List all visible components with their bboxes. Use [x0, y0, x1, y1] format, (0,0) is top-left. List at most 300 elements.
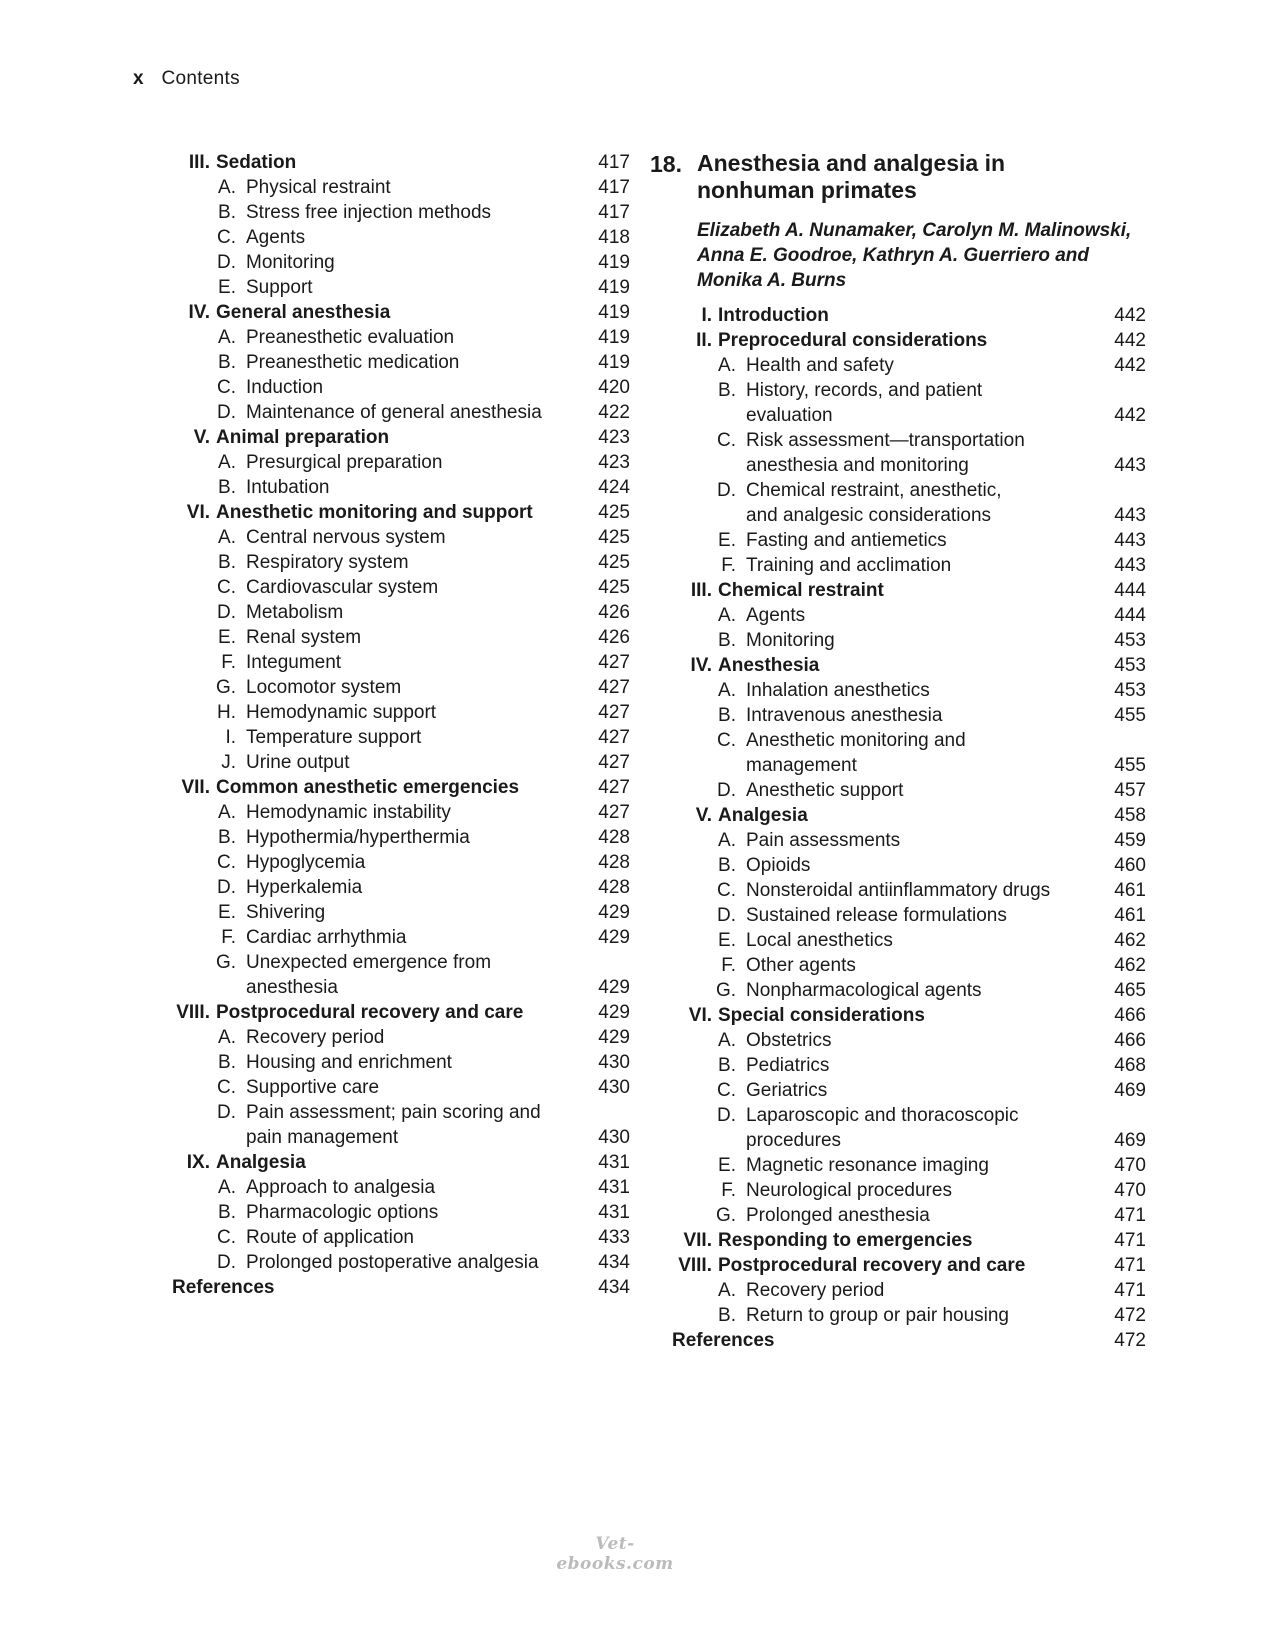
toc-entry-title: Induction: [246, 377, 324, 398]
toc-entry-marker: A.: [218, 327, 236, 348]
toc-entry-marker: VIII.: [176, 1002, 210, 1023]
toc-entry-title: Route of application: [246, 1227, 414, 1248]
toc-entry: [170, 600, 630, 625]
toc-entry-title: Preanesthetic medication: [246, 352, 460, 373]
toc-entry-page: 443: [1114, 530, 1146, 551]
toc-entry-title: management: [746, 755, 857, 776]
toc-entry: [170, 900, 630, 925]
toc-entry-page: 453: [1114, 655, 1146, 676]
toc-entry: [650, 328, 1146, 353]
toc-entry: [170, 825, 630, 850]
watermark: Vet-ebooks.com: [556, 1534, 674, 1574]
toc-entry: [650, 403, 1146, 428]
toc-entry-marker: D.: [217, 402, 236, 423]
toc-entry-marker: C.: [717, 1080, 736, 1101]
toc-entry-title: Special considerations: [718, 1005, 925, 1026]
toc-entry: [650, 903, 1146, 928]
left-column: [170, 150, 630, 1300]
toc-entry: [170, 1275, 630, 1300]
toc-entry: [170, 1150, 630, 1175]
toc-entry-marker: E.: [718, 1155, 736, 1176]
toc-entry-title: and analgesic considerations: [746, 505, 992, 526]
toc-entry-page: 427: [598, 702, 630, 723]
toc-entry-marker: A.: [218, 177, 236, 198]
toc-entry: [170, 425, 630, 450]
toc-entry-title: Laparoscopic and thoracoscopic: [746, 1105, 1019, 1126]
toc-entry-title: Hypothermia/hyperthermia: [246, 827, 470, 848]
toc-entry-title: Prolonged postoperative analgesia: [246, 1252, 539, 1273]
toc-entry: [650, 878, 1146, 903]
toc-entry-page: 419: [598, 277, 630, 298]
toc-entry-marker: I.: [225, 727, 236, 748]
toc-entry-page: 419: [598, 252, 630, 273]
toc-entry-page: 431: [598, 1202, 630, 1223]
toc-entry: [650, 1228, 1146, 1253]
toc-entry-page: 425: [598, 577, 630, 598]
toc-entry-marker: B.: [718, 1055, 736, 1076]
toc-entry-marker: A.: [218, 1027, 236, 1048]
page-number: x: [133, 68, 144, 89]
toc-entry: [650, 778, 1146, 803]
toc-entry-title: Presurgical preparation: [246, 452, 443, 473]
toc-entry-marker: D.: [217, 252, 236, 273]
toc-entry-marker: E.: [218, 277, 236, 298]
toc-entry-page: 434: [598, 1277, 630, 1298]
toc-entry-page: 472: [1114, 1330, 1146, 1351]
toc-entry-title: Other agents: [746, 955, 856, 976]
toc-entry-title: Approach to analgesia: [246, 1177, 436, 1198]
toc-entry: [170, 950, 630, 975]
toc-entry-title: Pediatrics: [746, 1055, 830, 1076]
toc-entry-title: Agents: [246, 227, 306, 248]
toc-entry: [650, 378, 1146, 403]
toc-entry-page: 431: [598, 1177, 630, 1198]
toc-entry: [170, 575, 630, 600]
toc-entry: [170, 675, 630, 700]
toc-entry-title: Anesthetic monitoring and: [746, 730, 966, 751]
toc-entry-title: Training and acclimation: [746, 555, 952, 576]
toc-entry-page: 417: [598, 177, 630, 198]
toc-entry-page: 465: [1114, 980, 1146, 1001]
toc-entry: [170, 800, 630, 825]
toc-entry-marker: V.: [193, 427, 210, 448]
toc-entry-marker: I.: [701, 305, 712, 326]
toc-entry-marker: C.: [217, 852, 236, 873]
toc-entry: [650, 528, 1146, 553]
toc-entry-marker: B.: [218, 202, 236, 223]
toc-entry-marker: D.: [717, 905, 736, 926]
toc-entry: [650, 1178, 1146, 1203]
toc-entry-title: Physical restraint: [246, 177, 391, 198]
toc-entry: [650, 1078, 1146, 1103]
toc-entry-page: 418: [598, 227, 630, 248]
toc-entry-page: 425: [598, 552, 630, 573]
running-head: [133, 68, 240, 90]
toc-entry-title: Pharmacologic options: [246, 1202, 439, 1223]
toc-entry-page: 461: [1114, 905, 1146, 926]
toc-entry-title: Recovery period: [746, 1280, 885, 1301]
toc-entry: [650, 1253, 1146, 1278]
toc-entry-title: Pain assessment; pain scoring and: [246, 1102, 541, 1123]
toc-entry-marker: A.: [218, 802, 236, 823]
toc-entry-title: Analgesia: [718, 805, 808, 826]
toc-entry-page: 455: [1114, 705, 1146, 726]
toc-entry-page: 423: [598, 452, 630, 473]
toc-entry-title: Magnetic resonance imaging: [746, 1155, 989, 1176]
toc-entry-marker: G.: [716, 1205, 737, 1226]
toc-entry-page: 426: [598, 602, 630, 623]
toc-entry-marker: A.: [718, 1030, 736, 1051]
toc-entry: [650, 303, 1146, 328]
toc-entry-marker: VII.: [181, 777, 210, 798]
toc-entry-title: Housing and enrichment: [246, 1052, 452, 1073]
toc-entry: [170, 875, 630, 900]
toc-entry-title: Shivering: [246, 902, 326, 923]
toc-entry-page: 442: [1114, 305, 1146, 326]
toc-entry-title: Monitoring: [246, 252, 335, 273]
toc-entry-title: Geriatrics: [746, 1080, 828, 1101]
toc-entry: [170, 750, 630, 775]
chapter-title: Anesthesia and analgesia in nonhuman primates: [697, 150, 1006, 203]
toc-entry: [170, 775, 630, 800]
toc-entry-marker: D.: [217, 1252, 236, 1273]
toc-entry-page: 458: [1114, 805, 1146, 826]
toc-entry: [170, 475, 630, 500]
toc-entry-title: procedures: [746, 1130, 842, 1151]
toc-entry-page: 443: [1114, 455, 1146, 476]
toc-entry: [650, 853, 1146, 878]
toc-entry-title: History, records, and patient: [746, 380, 983, 401]
toc-entry: [170, 625, 630, 650]
toc-entry: [170, 1025, 630, 1050]
toc-entry-page: 471: [1114, 1230, 1146, 1251]
toc-entry: [170, 550, 630, 575]
toc-entry: [170, 1050, 630, 1075]
toc-entry: [170, 650, 630, 675]
toc-entry-marker: G.: [216, 952, 237, 973]
toc-entry: [170, 1075, 630, 1100]
toc-entry-page: 443: [1114, 555, 1146, 576]
toc-entry-page: 470: [1114, 1180, 1146, 1201]
toc-entry-page: 444: [1114, 605, 1146, 626]
toc-entry-marker: G.: [216, 677, 237, 698]
toc-entry-marker: V.: [695, 805, 712, 826]
toc-entry-title: evaluation: [746, 405, 833, 426]
toc-entry-marker: IV.: [188, 302, 210, 323]
toc-entry: [170, 850, 630, 875]
toc-entry: [170, 325, 630, 350]
toc-entry-marker: IV.: [690, 655, 712, 676]
toc-entry-page: 471: [1114, 1280, 1146, 1301]
toc-entry-title: Chemical restraint: [718, 580, 884, 601]
toc-entry-page: 469: [1114, 1130, 1146, 1151]
toc-entry: [170, 275, 630, 300]
toc-entry-marker: B.: [218, 1052, 236, 1073]
toc-entry-page: 430: [598, 1077, 630, 1098]
toc-entry: [170, 250, 630, 275]
toc-entry-title: Sedation: [216, 152, 297, 173]
toc-entry: [170, 1125, 630, 1150]
toc-entry-marker: G.: [716, 980, 737, 1001]
toc-entry-marker: B.: [218, 352, 236, 373]
toc-entry-title: Support: [246, 277, 313, 298]
toc-entry: [170, 725, 630, 750]
toc-entry-title: Fasting and antiemetics: [746, 530, 947, 551]
toc-entry: [650, 453, 1146, 478]
toc-entry-title: Integument: [246, 652, 342, 673]
toc-entry: [650, 978, 1146, 1003]
toc-entry: [170, 300, 630, 325]
toc-entry-title: Cardiac arrhythmia: [246, 927, 407, 948]
toc-entry: [170, 1175, 630, 1200]
toc-entry: [170, 1200, 630, 1225]
toc-entry-marker: A.: [218, 452, 236, 473]
toc-entry-page: 428: [598, 827, 630, 848]
toc-entry: [650, 928, 1146, 953]
toc-entry-marker: A.: [718, 830, 736, 851]
toc-entry-page: 433: [598, 1227, 630, 1248]
toc-entry: [650, 1003, 1146, 1028]
toc-entry-title: Hemodynamic support: [246, 702, 437, 723]
chapter-entries: [650, 303, 1146, 1353]
toc-entry: [170, 175, 630, 200]
toc-entry-title: Risk assessment—transportation: [746, 430, 1025, 451]
toc-entry: [650, 1128, 1146, 1153]
toc-entry-title: Anesthetic monitoring and support: [216, 502, 533, 523]
toc-entry-marker: A.: [718, 1280, 736, 1301]
toc-entry-marker: A.: [718, 605, 736, 626]
toc-entry-marker: III.: [690, 580, 712, 601]
toc-entry-page: 443: [1114, 505, 1146, 526]
toc-entry-marker: B.: [218, 827, 236, 848]
toc-entry-marker: D.: [217, 602, 236, 623]
toc-entry-marker: E.: [218, 902, 236, 923]
toc-entry-title: Unexpected emergence from: [246, 952, 492, 973]
toc-entry-page: 429: [598, 1002, 630, 1023]
toc-entry-page: 427: [598, 752, 630, 773]
toc-entry-title: Locomotor system: [246, 677, 402, 698]
toc-entry-title: pain management: [246, 1127, 399, 1148]
toc-entry: [170, 1000, 630, 1025]
toc-entry-title: Respiratory system: [246, 552, 409, 573]
toc-entry-page: 425: [598, 502, 630, 523]
toc-entry-title: Hypoglycemia: [246, 852, 366, 873]
toc-entry: [170, 400, 630, 425]
toc-entry-marker: VI.: [186, 502, 210, 523]
toc-entry-title: anesthesia and monitoring: [746, 455, 969, 476]
toc-entry-marker: C.: [217, 377, 236, 398]
toc-entry-page: 425: [598, 527, 630, 548]
toc-entry: [650, 428, 1146, 453]
toc-entry: [170, 350, 630, 375]
toc-entry: [650, 653, 1146, 678]
toc-entry: [650, 1153, 1146, 1178]
toc-entry-page: 419: [598, 352, 630, 373]
toc-entry-title: anesthesia: [246, 977, 338, 998]
toc-entry: [650, 828, 1146, 853]
toc-entry-title: Sustained release formulations: [746, 905, 1007, 926]
toc-entry-marker: H.: [217, 702, 236, 723]
toc-entry: [650, 1028, 1146, 1053]
toc-entry-marker: F.: [721, 555, 736, 576]
toc-entry-page: 471: [1114, 1255, 1146, 1276]
toc-entry-title: Neurological procedures: [746, 1180, 952, 1201]
toc-entry-marker: D.: [217, 877, 236, 898]
toc-entry-title: References: [172, 1277, 275, 1298]
toc-entry-page: 417: [598, 152, 630, 173]
toc-entry-title: Urine output: [246, 752, 350, 773]
toc-entry-page: 470: [1114, 1155, 1146, 1176]
toc-entry: [650, 1053, 1146, 1078]
toc-entry-marker: E.: [718, 530, 736, 551]
toc-entry-title: Metabolism: [246, 602, 344, 623]
toc-entry-title: Chemical restraint, anesthetic,: [746, 480, 1002, 501]
toc-entry-page: 429: [598, 1027, 630, 1048]
toc-entry-title: Preanesthetic evaluation: [246, 327, 455, 348]
toc-entry-marker: C.: [717, 430, 736, 451]
toc-entry-page: 459: [1114, 830, 1146, 851]
toc-entry-marker: VIII.: [678, 1255, 712, 1276]
toc-entry-marker: D.: [717, 1105, 736, 1126]
toc-entry-marker: B.: [218, 552, 236, 573]
toc-entry-page: 431: [598, 1152, 630, 1173]
toc-entry: [170, 500, 630, 525]
toc-entry-marker: C.: [717, 730, 736, 751]
toc-entry: [170, 975, 630, 1000]
toc-entry-title: Nonsteroidal antiinflammatory drugs: [746, 880, 1051, 901]
chapter-number: 18.: [650, 151, 682, 177]
toc-entry-page: 442: [1114, 355, 1146, 376]
toc-entry-title: Temperature support: [246, 727, 422, 748]
toc-entry-page: 428: [598, 852, 630, 873]
toc-entry-marker: C.: [217, 577, 236, 598]
toc-entry-page: 427: [598, 652, 630, 673]
toc-entry-marker: C.: [217, 227, 236, 248]
toc-entry-marker: B.: [718, 855, 736, 876]
toc-entry-marker: E.: [218, 627, 236, 648]
toc-entry-page: 419: [598, 302, 630, 323]
toc-entry-page: 427: [598, 777, 630, 798]
toc-entry-title: Monitoring: [746, 630, 835, 651]
toc-entry: [170, 200, 630, 225]
toc-entry: [650, 1203, 1146, 1228]
toc-entry-marker: IX.: [186, 1152, 210, 1173]
toc-entry-title: Return to group or pair housing: [746, 1305, 1009, 1326]
toc-entry-title: Supportive care: [246, 1077, 380, 1098]
toc-entry-marker: A.: [218, 527, 236, 548]
toc-entry-marker: III.: [188, 152, 210, 173]
toc-entry-marker: VI.: [688, 1005, 712, 1026]
toc-entry-page: 434: [598, 1252, 630, 1273]
toc-entry-title: Local anesthetics: [746, 930, 893, 951]
toc-entry-page: 429: [598, 927, 630, 948]
toc-entry-title: Recovery period: [246, 1027, 385, 1048]
toc-entry: [650, 703, 1146, 728]
toc-entry-marker: F.: [221, 652, 236, 673]
toc-entry-title: Introduction: [718, 305, 829, 326]
toc-entry-title: Prolonged anesthesia: [746, 1205, 930, 1226]
toc-entry-page: 422: [598, 402, 630, 423]
toc-entry-page: 466: [1114, 1005, 1146, 1026]
toc-entry: [650, 753, 1146, 778]
toc-entry-title: References: [672, 1330, 775, 1351]
toc-entry: [650, 553, 1146, 578]
toc-entry-marker: A.: [218, 1177, 236, 1198]
toc-entry-title: Nonpharmacological agents: [746, 980, 982, 1001]
chapter-authors: Elizabeth A. Nunamaker, Carolyn M. Malinowski, Anna E. Goodroe, Kathryn A. Guerriero and Monika A. Burns: [697, 220, 1132, 291]
toc-entry: [650, 678, 1146, 703]
toc-entry-marker: B.: [718, 1305, 736, 1326]
toc-entry-title: Anesthesia: [718, 655, 820, 676]
toc-entry-title: Analgesia: [216, 1152, 306, 1173]
toc-entry-title: Health and safety: [746, 355, 894, 376]
toc-entry: [650, 1303, 1146, 1328]
toc-entry-marker: C.: [717, 880, 736, 901]
running-head-title: Contents: [161, 68, 240, 89]
toc-entry: [650, 628, 1146, 653]
toc-entry: [650, 353, 1146, 378]
toc-entry-page: 428: [598, 877, 630, 898]
toc-entry-page: 427: [598, 802, 630, 823]
toc-entry: [170, 450, 630, 475]
toc-entry: [650, 953, 1146, 978]
toc-entry-title: Hemodynamic instability: [246, 802, 451, 823]
toc-entry-page: 469: [1114, 1080, 1146, 1101]
toc-entry-title: Postprocedural recovery and care: [216, 1002, 524, 1023]
toc-entry-page: 460: [1114, 855, 1146, 876]
toc-entry-marker: C.: [217, 1227, 236, 1248]
toc-entry-page: 419: [598, 327, 630, 348]
toc-entry: [650, 1328, 1146, 1353]
toc-entry-title: Cardiovascular system: [246, 577, 439, 598]
toc-entry-page: 468: [1114, 1055, 1146, 1076]
toc-entry-page: 462: [1114, 930, 1146, 951]
toc-entry-page: 442: [1114, 405, 1146, 426]
toc-entry-marker: B.: [218, 477, 236, 498]
toc-entry-title: General anesthesia: [216, 302, 391, 323]
toc-entry: [650, 728, 1146, 753]
toc-entry-page: 457: [1114, 780, 1146, 801]
toc-entry-title: Obstetrics: [746, 1030, 832, 1051]
toc-entry-marker: B.: [718, 630, 736, 651]
toc-entry: [650, 1278, 1146, 1303]
toc-entry-marker: B.: [718, 380, 736, 401]
toc-entry: [650, 1103, 1146, 1128]
toc-entry-page: 420: [598, 377, 630, 398]
toc-entry: [170, 225, 630, 250]
toc-entry: [650, 578, 1146, 603]
right-column: [650, 150, 1146, 1353]
toc-entry-page: 471: [1114, 1205, 1146, 1226]
toc-entry-page: 461: [1114, 880, 1146, 901]
toc-entry-page: 429: [598, 977, 630, 998]
toc-entry-marker: A.: [718, 355, 736, 376]
toc-entry-page: 424: [598, 477, 630, 498]
toc-entry-page: 417: [598, 202, 630, 223]
toc-entry-page: 430: [598, 1052, 630, 1073]
toc-entry-page: 462: [1114, 955, 1146, 976]
toc-entry-page: 455: [1114, 755, 1146, 776]
toc-entry-title: Hyperkalemia: [246, 877, 363, 898]
toc-entry-marker: C.: [217, 1077, 236, 1098]
toc-entry-page: 453: [1114, 680, 1146, 701]
toc-entry-marker: D.: [717, 480, 736, 501]
toc-entry-title: Pain assessments: [746, 830, 901, 851]
toc-entry-title: Agents: [746, 605, 806, 626]
toc-entry-marker: E.: [718, 930, 736, 951]
toc-entry-page: 430: [598, 1127, 630, 1148]
toc-entry-marker: F.: [721, 1180, 736, 1201]
